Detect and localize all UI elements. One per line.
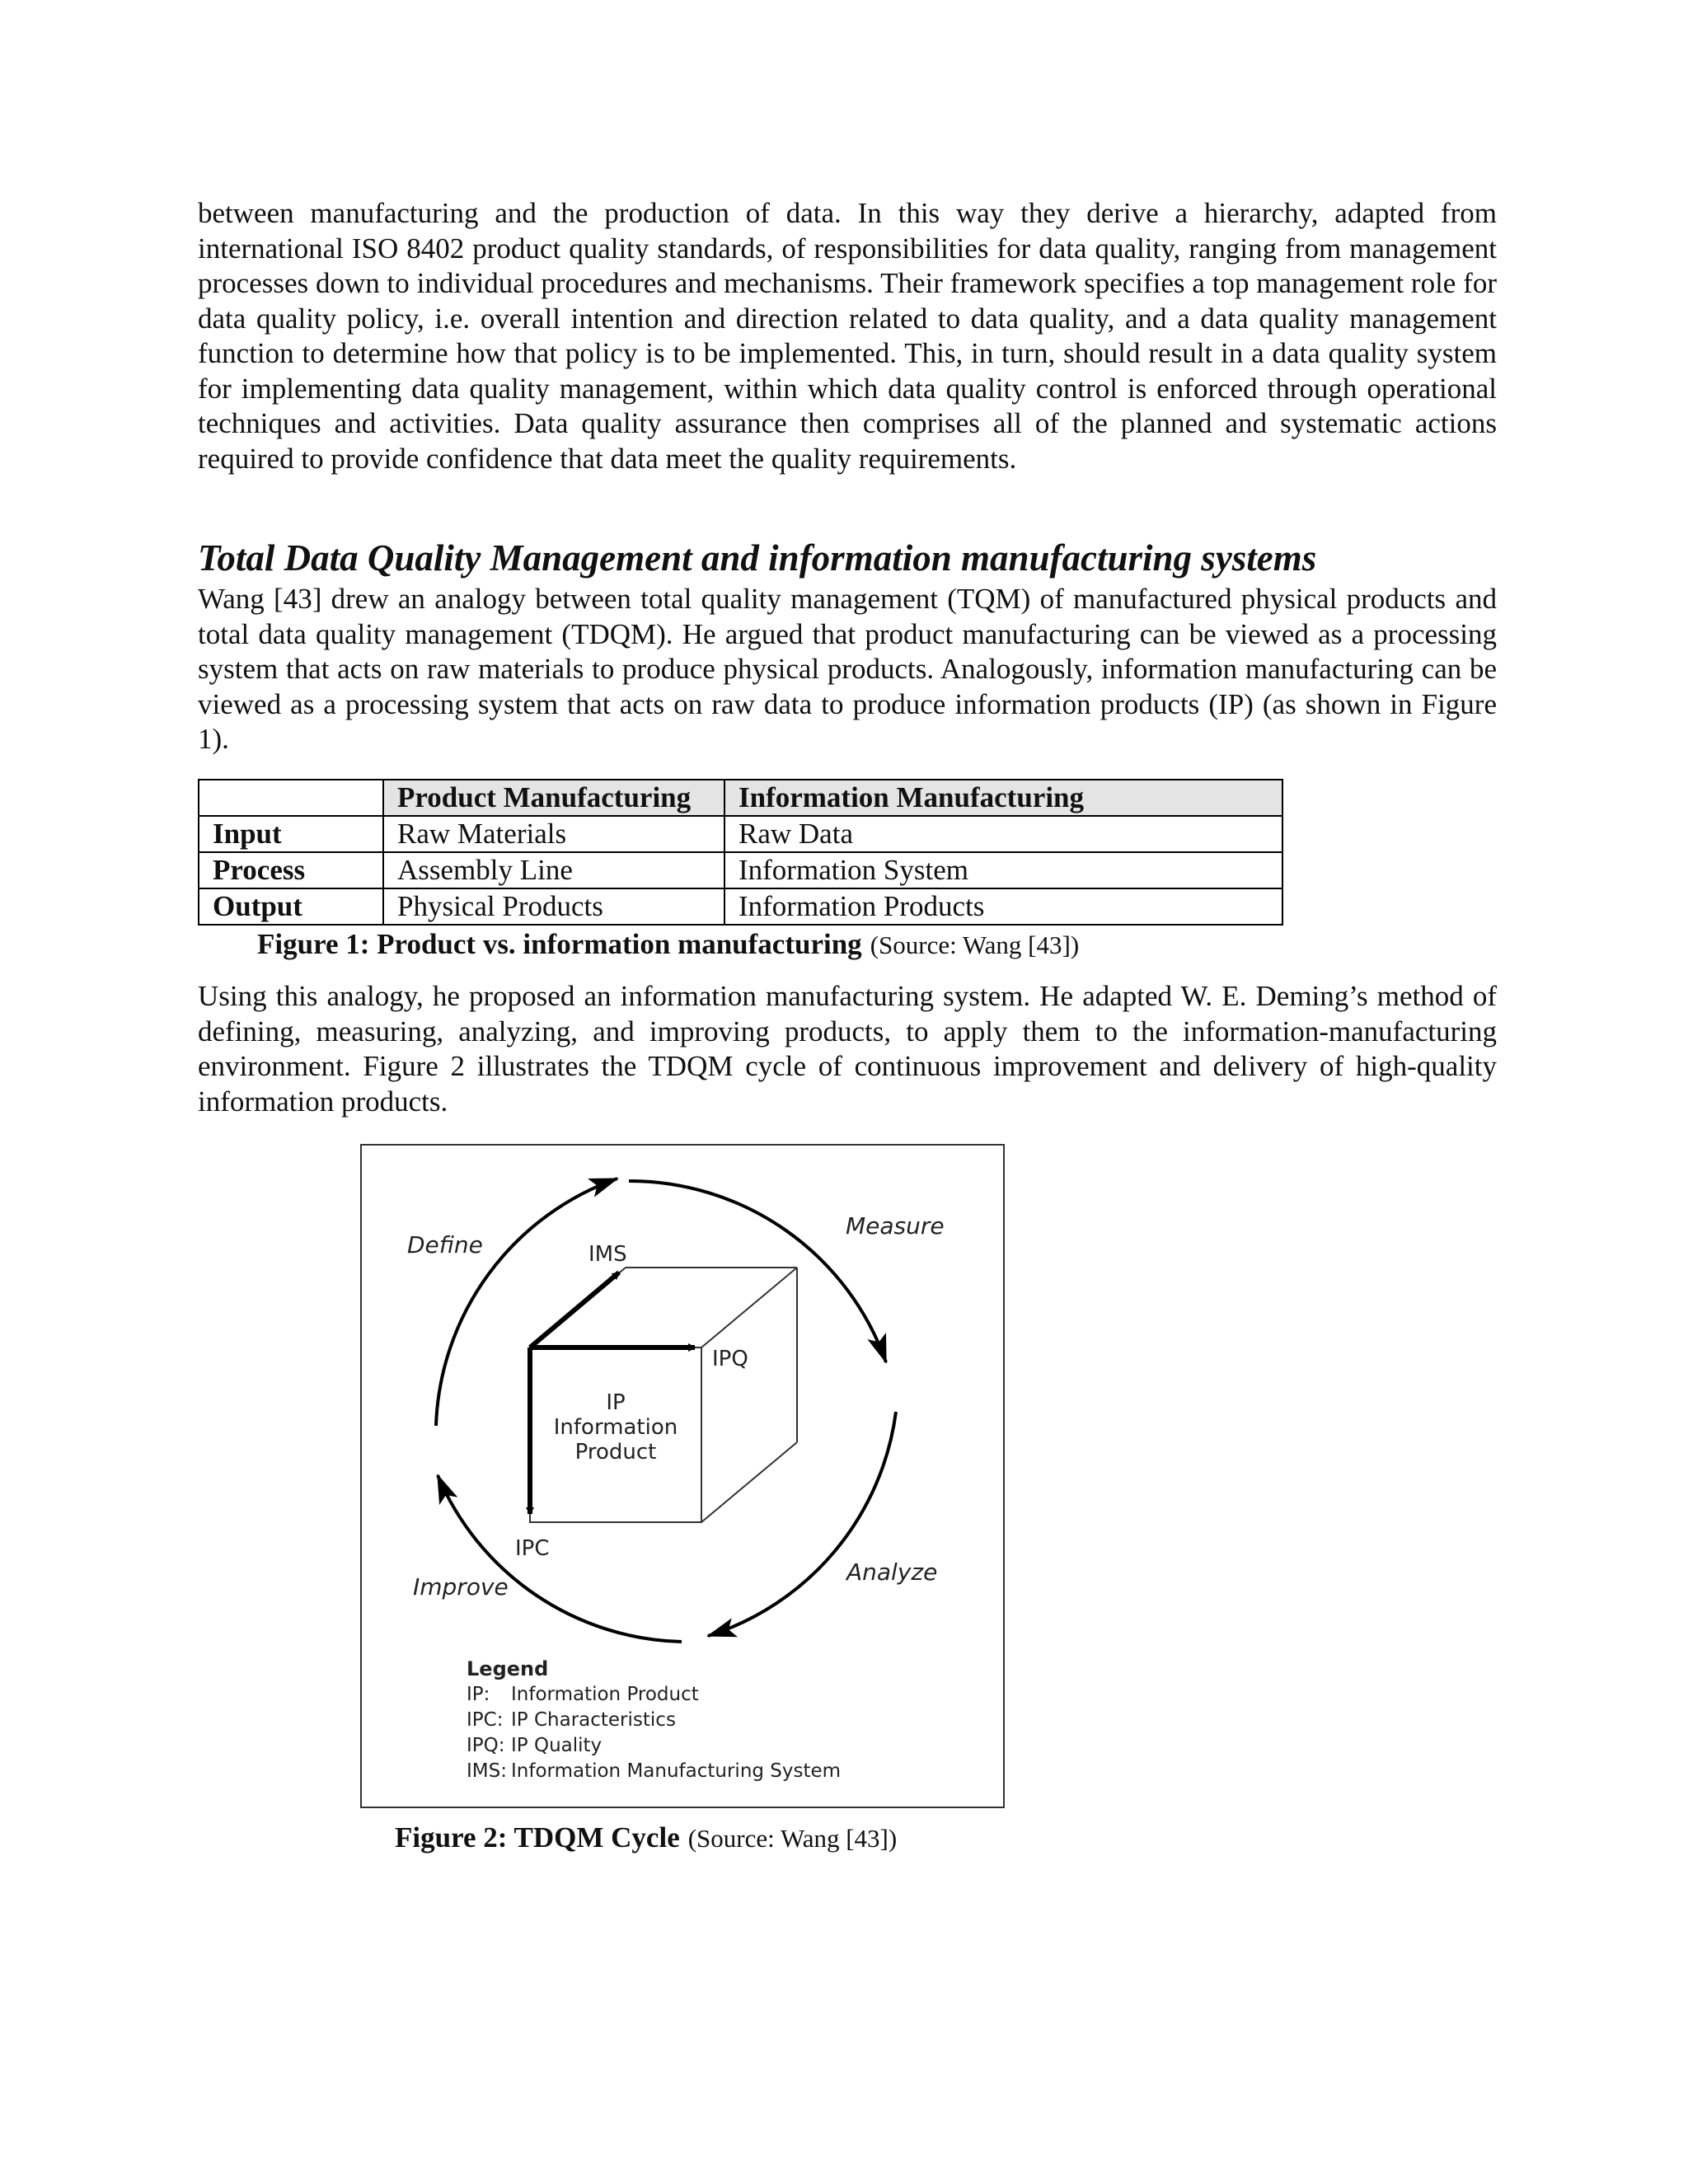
cycle-arc-define-measure xyxy=(629,1181,886,1362)
ip-cube xyxy=(530,1268,797,1522)
ip-label-line1: IP xyxy=(606,1390,626,1415)
cycle-label-define: Define xyxy=(407,1231,483,1258)
cycle-label-measure: Measure xyxy=(846,1212,945,1240)
paragraph-tdqm-cycle: Using this analogy, he proposed an information manufacturing system. He adapted W. E. Deming’s method of defining, measuring, analyzing, and improving products, to apply them to the information-manufacturing environment. Figure 2 illustrates the TDQM cycle of continuous improvement and delivery of high-quality information products. xyxy=(198,980,1497,1118)
table-header-cell xyxy=(199,780,383,816)
legend-text: IP Characteristics xyxy=(511,1709,676,1731)
table-row xyxy=(199,816,1282,852)
tdqm-cycle-figure xyxy=(360,1144,1005,1808)
figure2-caption-title: Figure 2: TDQM Cycle xyxy=(395,1821,680,1854)
table-cell: Raw Materials xyxy=(383,816,724,852)
legend-item xyxy=(467,1682,841,1708)
row-label: Input xyxy=(199,816,383,852)
figure1-caption-title: Figure 1: Product vs. information manufacturing xyxy=(257,928,862,960)
row-label: Process xyxy=(199,852,383,888)
table-cell: Assembly Line xyxy=(383,852,724,888)
figure2-caption xyxy=(395,1821,897,1854)
table-row xyxy=(199,888,1282,925)
legend-abbr: IP: xyxy=(467,1684,490,1705)
table-row xyxy=(199,852,1282,888)
legend-item xyxy=(467,1759,841,1784)
legend-abbr: IMS: xyxy=(467,1760,507,1782)
table-header-row xyxy=(199,780,1282,816)
cycle-label-analyze: Analyze xyxy=(846,1558,938,1586)
legend-abbr: IPC: xyxy=(467,1709,504,1731)
legend-item xyxy=(467,1733,841,1759)
manufacturing-comparison-table xyxy=(198,779,1283,926)
cycle-label-improve: Improve xyxy=(413,1573,509,1601)
table-header-cell: Information Manufacturing xyxy=(724,780,1282,816)
legend-text: IP Quality xyxy=(511,1735,603,1756)
paragraph-intro: between manufacturing and the production of data. In this way they derive a hierarchy, adapted from international ISO 8402 product quality standards, of responsibilities for data quality, ranging from management processes down to individual procedures and mechanisms. Their framework specifies a top management role for data quality policy, i.e. overall intention and direction related to data quality, and a data quality management function to determine how that policy is to be implemented. This, in turn, should result in a data quality system for implementing data quality management, within which data quality control is enforced through operational techniques and activities. Data quality assurance then comprises all of the planned and systematic actions required to provide confidence that data meet the quality requirements. xyxy=(198,197,1497,475)
table-cell: Information System xyxy=(724,852,1282,888)
ims-label: IMS xyxy=(588,1242,627,1267)
legend-item xyxy=(467,1708,841,1733)
paragraph-wang-analogy: Wang [43] drew an analogy between total quality management (TQM) of manufactured physical products and total data quality management (TDQM). He argued that product manufacturing can be viewed as a processing system that acts on raw materials to produce physical products. Analogously, information manufacturing can be viewed as a processing system that acts on raw data to produce information products (IP) (as shown in Figure 1). xyxy=(198,583,1497,755)
ipq-label: IPQ xyxy=(712,1347,748,1371)
table-cell: Physical Products xyxy=(383,888,724,925)
section-heading: Total Data Quality Management and information manufacturing systems xyxy=(198,537,1317,579)
ip-label-line2: Information xyxy=(553,1415,678,1440)
table-cell: Raw Data xyxy=(724,816,1282,852)
ipc-label: IPC xyxy=(515,1536,550,1561)
figure1-source: (Source: Wang [43]) xyxy=(870,930,1080,959)
ip-label-line3: Product xyxy=(574,1440,657,1465)
legend-title: Legend xyxy=(467,1657,549,1680)
cycle-arc-measure-analyze xyxy=(708,1412,896,1636)
legend-abbr: IPQ: xyxy=(467,1735,505,1756)
legend-text: Information Product xyxy=(511,1684,699,1705)
row-label: Output xyxy=(199,888,383,925)
table-cell: Information Products xyxy=(724,888,1282,925)
ims-arrow xyxy=(530,1272,619,1347)
figure2-source: (Source: Wang [43]) xyxy=(687,1824,898,1853)
table-header-cell: Product Manufacturing xyxy=(383,780,724,816)
legend-text: Information Manufacturing System xyxy=(511,1760,842,1782)
figure2-legend xyxy=(467,1657,841,1784)
figure1-caption xyxy=(257,928,1079,961)
